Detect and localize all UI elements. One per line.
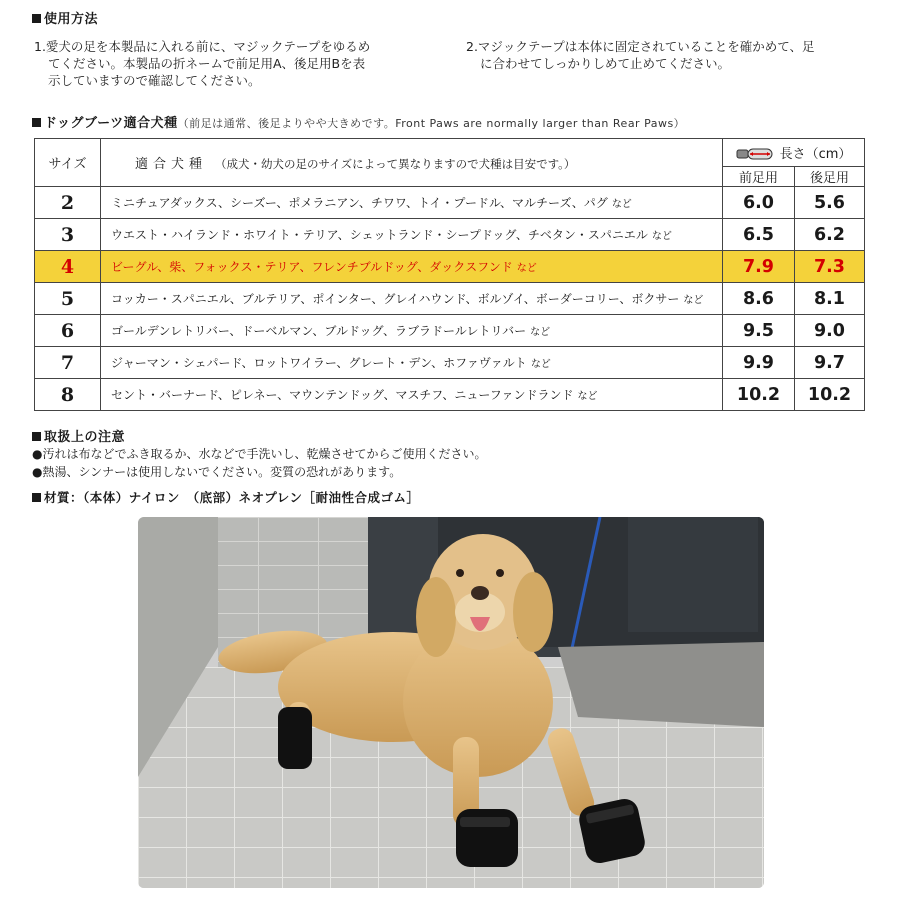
rear-length-cell: 8.1 [795,283,865,315]
table-row [35,379,865,411]
breed-list: ジャーマン・シェパード、ロットワイラー、グレート・デン、ホファヴァルト [111,356,527,370]
etc-label: など [530,359,551,370]
size-section-subtitle: （前足は通常、後足よりやや大きめです。Front Paws are normally larger than Rear Paws） [177,117,686,130]
material-heading: 材質：（本体）ナイロン （底部）ネオプレン［耐油性合成ゴム］ [32,488,419,506]
size-cell: 7 [35,347,101,379]
etc-label: など [577,391,598,402]
size-section-heading: ドッグブーツ適合犬種（前足は通常、後足よりやや大きめです。Front Paws are normally larger than Rear Paws） [32,112,685,131]
front-length-cell: 8.6 [723,283,795,315]
size-chart-table [34,138,865,411]
usage-step-1-line-2: てください。本製品の折ネームで前足用A、後足用Bを表 [48,56,366,71]
table-row-highlighted [35,251,865,283]
breed-list: ゴールデンレトリバー、ドーベルマン、ブルドッグ、ラブラドールレトリバー [111,324,527,338]
front-length-cell: 9.9 [723,347,795,379]
column-header-breed-label: 適合犬種 [135,157,208,172]
rear-length-cell: 6.2 [795,219,865,251]
usage-heading: 使用方法 [32,8,98,27]
breed-list: ビーグル、柴、フォックス・テリア、フレンチブルドッグ、ダックスフンド [111,260,513,274]
usage-step-1-line-3: 示していますので確認してください。 [48,73,261,88]
breed-cell [101,219,723,251]
etc-label: など [683,295,704,306]
care-bullet: ●熱湯、シンナーは使用しないでください。変質の恐れがあります。 [32,465,402,479]
front-length-cell: 6.0 [723,187,795,219]
usage-step-2-line-2: に合わせてしっかりしめて止めてください。 [480,56,731,71]
breed-list: ミニチュアダックス、シーズー、ポメラニアン、チワワ、トイ・プードル、マルチーズ、パグ [111,196,608,210]
front-length-cell: 10.2 [723,379,795,411]
rear-length-cell: 9.0 [795,315,865,347]
square-bullet-icon [32,118,41,127]
square-bullet-icon [32,432,41,441]
etc-label: など [611,199,632,210]
rear-length-cell: 7.3 [795,251,865,283]
rear-boot [278,707,312,769]
rear-length-cell: 5.6 [795,187,865,219]
table-row [35,187,865,219]
column-header-length [723,139,865,167]
length-header-label: 長さ（cm） [779,146,852,162]
etc-label: など [530,327,551,338]
column-header-size: サイズ [35,139,101,187]
dog-in-boots-illustration [138,517,764,888]
column-header-front: 前足用 [723,167,795,187]
breed-cell [101,379,723,411]
column-header-breed-note: （成犬・幼犬の足のサイズによって異なりますので犬種は目安です。） [215,157,576,171]
breed-cell [101,251,723,283]
usage-step-2-line-1: 2.マジックテープは本体に固定されていることを確かめて、足 [466,39,815,54]
breed-cell [101,315,723,347]
rear-length-cell: 9.7 [795,347,865,379]
size-cell: 3 [35,219,101,251]
front-length-cell: 7.9 [723,251,795,283]
paw-length-icon [736,146,776,162]
care-bullet: ●汚れは布などでふき取るか、水などで手洗いし、乾燥させてからご使用ください。 [32,447,487,461]
table-row [35,347,865,379]
table-row [35,283,865,315]
table-row [35,315,865,347]
dog-photo [138,517,764,888]
breed-list: コッカー・スパニエル、ブルテリア、ポインター、グレイハウンド、ボルゾイ、ボーダーコリー、ボクサー [111,292,680,306]
front-length-cell: 6.5 [723,219,795,251]
size-cell: 4 [35,251,101,283]
square-bullet-icon [32,493,41,502]
size-cell: 8 [35,379,101,411]
front-length-cell: 9.5 [723,315,795,347]
breed-cell [101,187,723,219]
etc-label: など [651,231,672,242]
square-bullet-icon [32,14,41,23]
breed-cell [101,283,723,315]
table-row [35,219,865,251]
size-cell: 6 [35,315,101,347]
usage-step-2 [466,38,886,72]
column-header-breed [101,139,723,187]
column-header-rear: 後足用 [795,167,865,187]
usage-step-1 [34,38,464,89]
breed-list: セント・バーナード、ピレネー、マウンテンドッグ、マスチフ、ニューファンドランド [111,388,574,402]
care-heading: 取扱上の注意 [32,426,125,445]
size-cell: 5 [35,283,101,315]
size-cell: 2 [35,187,101,219]
breed-cell [101,347,723,379]
usage-step-1-line-1: 1.愛犬の足を本製品に入れる前に、マジックテープをゆるめ [34,39,371,54]
breed-list: ウエスト・ハイランド・ホワイト・テリア、シェットランド・シープドッグ、チベタン・スパニエル [111,228,648,242]
rear-length-cell: 10.2 [795,379,865,411]
etc-label: など [516,263,537,274]
